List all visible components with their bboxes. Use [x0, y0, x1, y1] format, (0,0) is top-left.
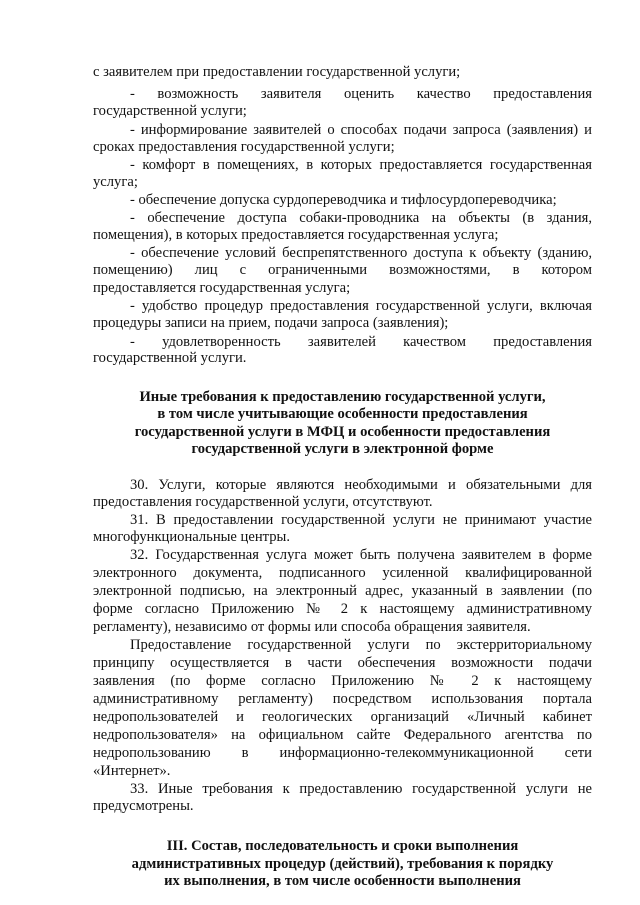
paragraph-line: Предоставление государственной услуги по экстерриториальному — [130, 637, 592, 653]
paragraph-line: предусмотрены. — [93, 798, 194, 814]
intro-line: - удобство процедур предоставления государственной услуги, включая — [130, 298, 592, 314]
paragraph-line: недропользованию в информационно-телекоммуникационной сети — [93, 745, 592, 761]
paragraph-line: форме согласно Приложению № 2 к настоящему административному — [93, 601, 592, 617]
intro-line: помещению) лиц с ограниченными возможностями, в котором — [93, 262, 592, 278]
paragraph-line: регламенту), независимо от формы или способа обращения заявителя. — [93, 619, 531, 635]
paragraph-line: электронной подписью, на электронный адрес, указанный в заявлении (по — [93, 583, 592, 599]
paragraph-line: 33. Иные требования к предоставлению государственной услуги не — [130, 781, 592, 797]
intro-line: - обеспечение допуска сурдопереводчика и тифлосурдопереводчика; — [130, 192, 557, 208]
intro-line: услуга; — [93, 174, 138, 190]
paragraph-line: административному регламенту) посредством использования портала — [93, 691, 592, 707]
paragraph-line: предоставления государственной услуги, отсутствуют. — [93, 494, 433, 510]
intro-line: - обеспечение доступа собаки-проводника на объекты (в здания, — [130, 210, 592, 226]
intro-line: - возможность заявителя оценить качество предоставления — [130, 86, 592, 102]
intro-line: с заявителем при предоставлении государственной услуги; — [93, 64, 461, 80]
paragraph-line: заявления (по форме согласно Приложению № 2 к настоящему — [93, 673, 592, 689]
paragraph-line: 30. Услуги, которые являются необходимыми и обязательными для — [130, 477, 592, 493]
paragraph-line: принципу осуществляется в части обеспечения возможности подачи — [93, 655, 592, 671]
intro-line: сроках предоставления государственной услуги; — [93, 139, 395, 155]
section-heading: Иные требования к предоставлению государственной услуги, — [139, 389, 546, 405]
intro-line: государственной услуги. — [93, 350, 247, 366]
intro-line: процедуры записи на прием, подачи запроса (заявления); — [93, 315, 449, 331]
paragraph-line: 32. Государственная услуга может быть получена заявителем в форме — [130, 547, 592, 563]
section-heading: в том числе учитывающие особенности предоставления — [157, 406, 528, 422]
chapter-heading: административных процедур (действий), требования к порядку — [131, 856, 554, 872]
intro-line: государственной услуги; — [93, 103, 247, 119]
section-heading: государственной услуги в МФЦ и особенности предоставления — [134, 424, 551, 440]
intro-line: - удовлетворенность заявителей качеством предоставления — [130, 334, 592, 350]
paragraph-line: электронного документа, подписанного усиленной квалифицированной — [93, 565, 592, 581]
intro-line: - информирование заявителей о способах подачи запроса (заявления) и — [130, 122, 592, 138]
paragraph-line: «Интернет». — [93, 763, 171, 779]
intro-line: предоставляется государственная услуга; — [93, 280, 351, 296]
intro-line: помещения), в которых предоставляется государственная услуга; — [93, 227, 499, 243]
paragraph-line: недропользователей и геологических организаций «Личный кабинет — [93, 709, 592, 725]
paragraph-line: 31. В предоставлении государственной услуги не принимают участие — [130, 512, 592, 528]
intro-line: - комфорт в помещениях, в которых предоставляется государственная — [130, 157, 592, 173]
paragraph-line: недропользователя» на официальном сайте Федерального агентства по — [93, 727, 592, 743]
intro-line: - обеспечение условий беспрепятственного доступа к объекту (зданию, — [130, 245, 592, 261]
section-heading: государственной услуги в электронной форме — [191, 441, 494, 457]
chapter-heading: их выполнения, в том числе особенности выполнения — [164, 873, 521, 889]
paragraph-line: многофункциональные центры. — [93, 529, 290, 545]
chapter-heading: III. Состав, последовательность и сроки выполнения — [166, 838, 519, 854]
